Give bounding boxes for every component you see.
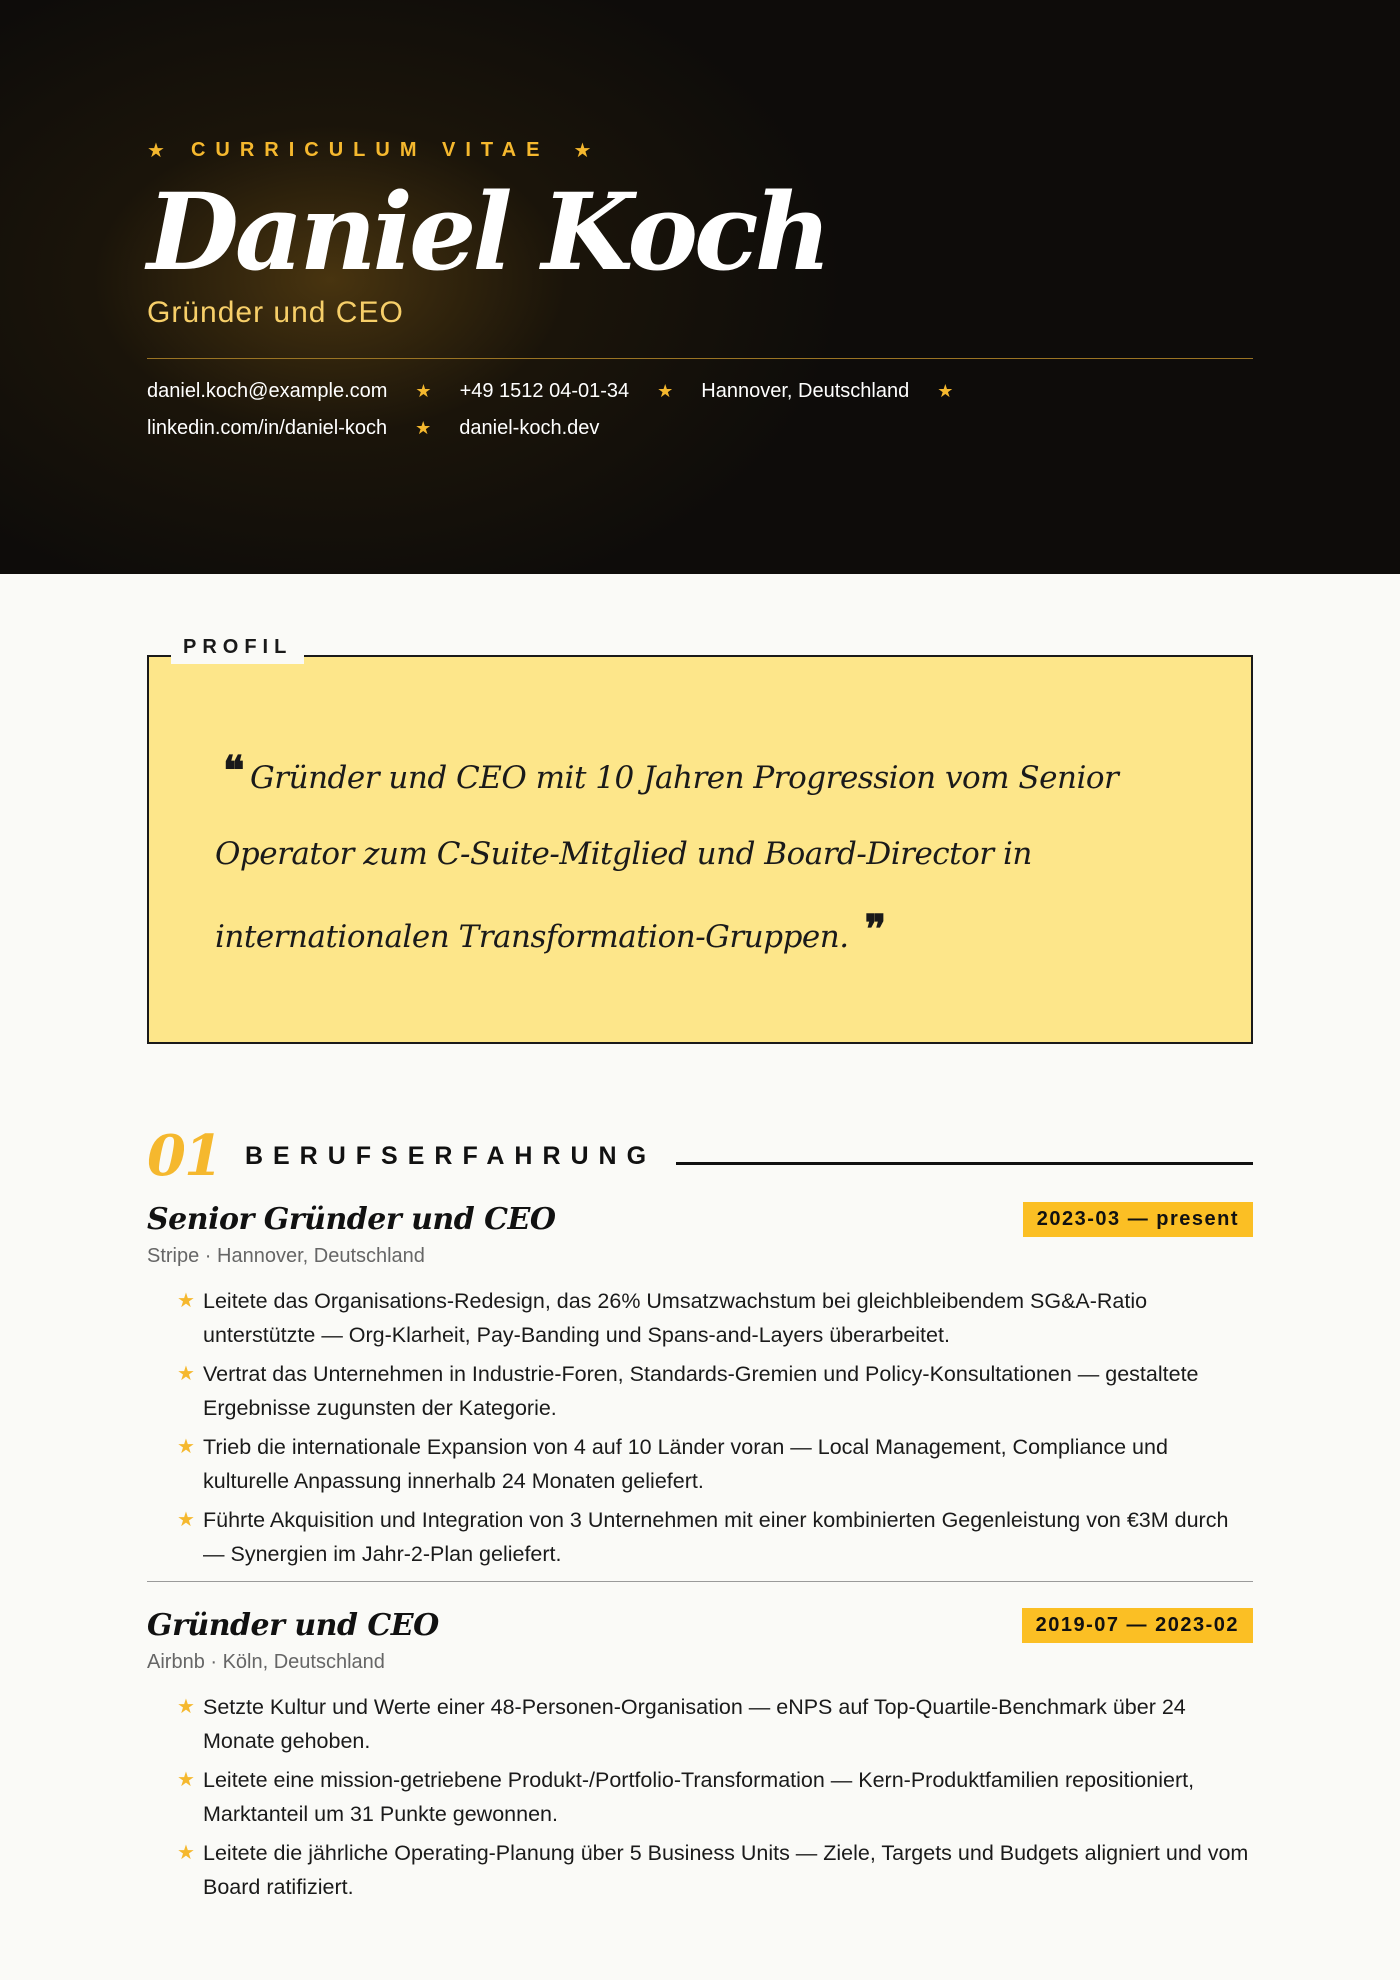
job-header [147, 1608, 1253, 1643]
person-name: Daniel Koch [147, 169, 828, 294]
close-quote-icon: ❞ [864, 906, 886, 953]
bullet-text: Leitete eine mission-getriebene Produkt-/Portfolio-Transformation — Kern-Produktfamilien repositioniert, Marktanteil um 31 Punkte gewonnen. [203, 1768, 1195, 1826]
star-icon: ★ [573, 139, 592, 162]
header [0, 0, 1400, 574]
section-number: 01 [147, 1123, 221, 1189]
star-icon: ★ [177, 1696, 195, 1718]
job-company-location: Stripe · Hannover, Deutschland [147, 1245, 425, 1267]
header-divider [147, 358, 1253, 359]
profile-quote-text: Gründer und CEO mit 10 Jahren Progression vom Senior Operator zum C-Suite-Mitglied und Board-Director in internationalen Transformation-Gruppen. [215, 760, 1119, 955]
star-icon: ★ [177, 1436, 195, 1458]
section-title: BERUFSERFAHRUNG [244, 1141, 657, 1170]
contact-list [147, 373, 1253, 447]
job-header [147, 1202, 1253, 1237]
job-title: Gründer und CEO [147, 1608, 439, 1643]
profile-box [147, 655, 1253, 1044]
profile-section [147, 636, 1253, 1044]
star-icon: ★ [177, 1769, 195, 1791]
bullet-text: Leitete die jährliche Operating-Planung über 5 Business Units — Ziele, Targets und Budgets aligniert und vom Board ratifiziert. [203, 1841, 1249, 1899]
job-entry [147, 1202, 1253, 1571]
job-dates-badge: 2023-03 — present [1023, 1202, 1253, 1237]
contact-phone[interactable]: +49 1512 04-01-34 [459, 380, 630, 402]
bullet-text: Setzte Kultur und Werte einer 48-Personen-Organisation — eNPS auf Top-Quartile-Benchmark über 24 Monate gehoben. [203, 1695, 1186, 1753]
list-item [177, 1357, 1253, 1425]
open-quote-icon: ❝ [223, 747, 245, 794]
profile-quote [215, 733, 1185, 975]
list-item [177, 1430, 1253, 1498]
bullet-text: Trieb die internationale Expansion von 4 auf 10 Länder voran — Local Management, Compliance und kulturelle Anpassung innerhalb 24 Monaten geliefert. [203, 1435, 1168, 1493]
job-company-location: Airbnb · Köln, Deutschland [147, 1651, 385, 1673]
bullet-text: Vertrat das Unternehmen in Industrie-Foren, Standards-Gremien und Policy-Konsultationen — gestaltete Ergebnisse zugunsten der Kategorie. [203, 1362, 1199, 1420]
star-icon: ★ [415, 381, 432, 401]
contact-location-item [701, 373, 981, 410]
list-item [177, 1763, 1253, 1831]
person-role: Gründer und CEO [147, 296, 404, 329]
star-icon: ★ [177, 1842, 195, 1864]
list-item [177, 1503, 1253, 1571]
contact-location: Hannover, Deutschland [701, 380, 910, 402]
star-icon: ★ [177, 1363, 195, 1385]
star-icon: ★ [937, 381, 954, 401]
contact-website[interactable]: daniel-koch.dev [459, 417, 600, 439]
contact-linkedin[interactable]: linkedin.com/in/daniel-koch [147, 417, 388, 439]
experience-heading [147, 1124, 1253, 1188]
star-icon: ★ [147, 139, 165, 162]
cv-label: CURRICULUM VITAE [190, 138, 550, 161]
job-title: Senior Gründer und CEO [147, 1202, 556, 1237]
job-bullets [147, 1284, 1253, 1571]
contact-linkedin-item [147, 410, 459, 447]
job-entry [147, 1608, 1253, 1904]
list-item [177, 1690, 1253, 1758]
bullet-text: Führte Akquisition und Integration von 3 Unternehmen mit einer kombinierten Gegenleistung von €3M durch — Synergien im Jahr-2-Plan geliefert. [203, 1508, 1229, 1566]
job-divider [147, 1581, 1253, 1582]
section-rule [676, 1162, 1253, 1165]
star-icon: ★ [177, 1290, 195, 1312]
star-icon: ★ [415, 418, 432, 438]
bullet-text: Leitete das Organisations-Redesign, das 26% Umsatzwachstum bei gleichbleibendem SG&A-Ratio unterstützte — Org-Klarheit, Pay-Banding und Spans-and-Layers überarbeitet. [203, 1289, 1148, 1347]
list-item [177, 1836, 1253, 1904]
profile-label: PROFIL [171, 630, 304, 664]
star-icon: ★ [657, 381, 674, 401]
star-icon: ★ [177, 1509, 195, 1531]
list-item [177, 1284, 1253, 1352]
job-dates-badge: 2019-07 — 2023-02 [1022, 1608, 1253, 1643]
main-content [0, 636, 1400, 1904]
job-bullets [147, 1690, 1253, 1904]
contact-phone-item [460, 373, 702, 410]
contact-website-item [459, 410, 599, 447]
cv-label-line [147, 134, 1253, 166]
contact-email-item [147, 373, 460, 410]
contact-email[interactable]: daniel.koch@example.com [147, 380, 388, 402]
